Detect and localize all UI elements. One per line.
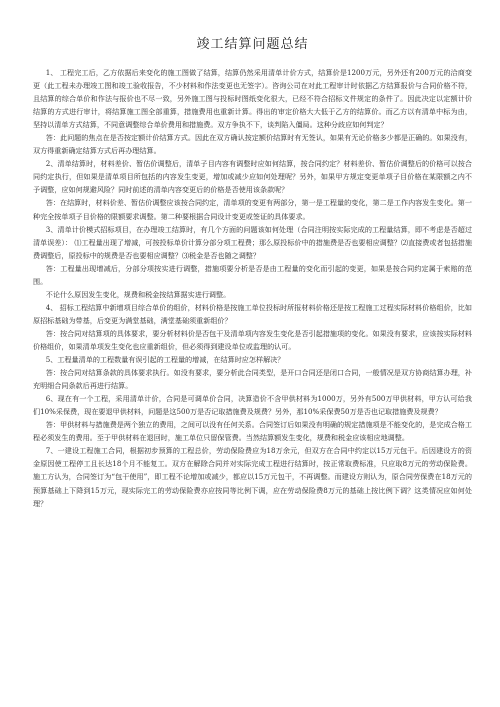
document-body [33, 66, 472, 510]
document-title: 竣工结算问题总结 [196, 37, 309, 52]
paragraph-question-5: 5、工程量清单的工程数量有误引起的工程量的增减，在结算时应怎样解决？ [45, 355, 285, 365]
paragraph-question-6: 6、现在有一个工程，采用清单计价，合同是可调单价合同，决算造价不含甲供材料为1000万，另外有500万甲供材料，甲方认可给我们10%采保费，现在要退甲供材料，问题是这500万是否记取措施费及规费？另外，那10%采保费50万是否也记取措施费及规费？ [33, 394, 472, 417]
paragraph-question-1: 1、 工程完工后，乙方依据后来变化的施工图做了结算，结算仍然采用清单计价方式，结算价是1200万元，另外还有200万元的洽商变更（此工程未办理竣工图和竣工验收报告，不少材料和作法变更也无签字）。咨询公司在对此工程审计时依据乙方结算报价与合同价格不符，且结算的综合单价和作法与报价也不尽一致，另外施工图与投标时图纸变化很大，已经不符合招标文件规定的条件了。因此决定以定额计价结算的方式进行审计，将结算施工图全部重算，措施费用也重新计算。得出的审定价格大大低于乙方的结算价。而乙方以有清单中标为由，坚持以清单方式结算，不同意调整综合单价费用和措施费。双方争执不下，谈判陷入僵局。这种分歧应如何判定？ [33, 68, 472, 130]
paragraph-question-2: 2、清单结算时，材料差价、暂估价调整后，清单子目内容有调整时应如何结算，按合同约定？材料差价、暂估价调整后的价格可以按合同约定执行，但如果是清单项目所包括的内容发生变更，增加或减少应如何处理呢？另外，如果甲方规定变更单项子目价格在某限额之内不予调整，应如何规避风险？同时前述的清单内容变更后的价格是否使用该条款呢？ [33, 159, 472, 195]
paragraph-answer-6: 答：甲供材料与措施费是两个独立的费用，之间可以没有任何关系。合同签订后如果没有明确的规定措施项是不能变化的，是完成合格工程必须发生的费用。至于甲供材料在退回时，施工单位只留保管费。当然结算额发生变化，规费和税金应该相应地调整。 [33, 420, 472, 443]
paragraph-question-7: 7、一建设工程施工合同，根据初步预算的工程总价，劳动保险费应为18万余元，但双方在合同中约定以15万元包干。后因建设方的资金原因使工程停工且长达18个月不能复工。双方在解除合同并对实际完成工程进行结算时，按正常取费标准，只应取8万元的劳动保险费。施工方认为，合同签订为“包干使用”，即工程不论增加或减少，都应以15万元包干，不再调整。而建设方则认为，原合同劳保费在18万元的预算基础上下降到15万元，现实际完工的劳动保险费亦应按同等比例下调，应在劳动保险费8万元的基础上按比例下调？这类情况应如何处理？ [33, 446, 472, 508]
paragraph-question-4: 4、 招标工程结算中新增项目综合单价的组价，材料价格是按施工单位投标时所报材料价格还是按工程施工过程实际材料价格组价，比如原招标基础为带基，后变更为满堂基础，满堂基础须重新组价？ [33, 302, 472, 325]
paragraph-answer-3: 答：工程量出现增减后，分部分项按实进行调整，措施项要分析是否是由工程量的变化而引起的变更，如果是按合同约定属于索赔的范围。 [33, 263, 472, 286]
paragraph-answer-2: 答：在结算时，材料价差、暂估价调整应该按合同约定，清单项的变更有两部分，第一是工程量的变化，第二是工作内容发生变化。第一种完全按单项子目价格的限额要求调整。第二种要根据合同设计变更或签证的具体要求。 [33, 198, 472, 221]
paragraph-answer-4: 答：按合同对结算项的具体要求，要分析材料价是否包干及清单项内容发生变化是否引起措施项的变化。如果没有要求，应该按实际材料价格组价，如果清单项发生变化也应重新组价，但必须得到建设单位或监理的认可。 [33, 328, 472, 351]
paragraph-answer-1: 答：此问题的焦点在是否按定额计价结算方式。因此在双方确认按定额价结算时有无签认，如果有无论价格多少都是正确的。如果没有，双方得重新确定结算方式后再办理结算。 [33, 133, 472, 156]
paragraph-answer-3-note: 不论什么原因发生变化，规费和税金按结算据实进行调整。 [45, 289, 231, 299]
paragraph-answer-5: 答：按合同对结算条款的具体要求执行。如没有要求，要分析此合同类型，是开口合同还是闭口合同，一般情况是双方协商结算办理，补充明细合同条款后再进行结算。 [33, 368, 472, 391]
paragraph-question-3: 3、清单计价模式招标项目，在办理竣工结算时，有几个方面的问题该如何处理（合同注明按实际完成的工程量结算，即不考虑是否超过清单误差）： ⑴工程量出现了增减，可按投标单价计算分部分项工程费；那么原投标价中的措施费是否也要相应调整？⑵直接费或者包括措施费调整后，原投标中的规费是否也要相应调整？⑶税金是否也随之调整？ [33, 224, 472, 260]
